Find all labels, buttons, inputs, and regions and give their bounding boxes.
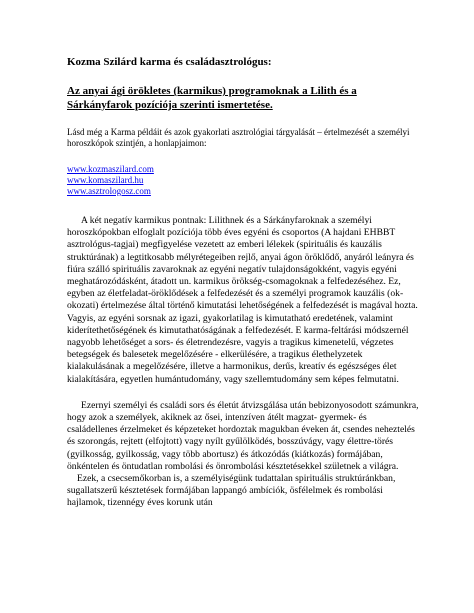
paragraph-3: Ezek, a csecsemőkorban is, a személyiségünk tudattalan spirituális struktúránkban, sugallatszerű késztetések formájában lappangó ambíciók, ösfélelmek és rombolási hajlamok, tizennégy éves korunk után [67,473,396,509]
paragraph-1: A két negatív karmikus pontnak: Lilithnek és a Sárkányfaroknak a személyi horoszkópokban elfoglalt pozíciója több éves egyéni és csoportos (A hajdani EHBBT asztrológus-tagjai) megfigyelése vezetett az emberi lélekek (spirituális és kauzális struktúrának) a legtitkosabb mélyrétegeiben rejlő, anyai ágon öröklődő, anyáról leányra és fiúra szálló spirituális zavaroknak az egyéni negatív tulajdonságokként, vagyis egyéni meghatározódásként, átadott un. karmikus örökség-csomagoknak a felfedezéséhez. Ez, egyben az életfeladat-öröklődések a felfedezését és a személyi programok kauzális (ok-okozati) értelmezése által történő kimutatási lehetőségének a felfedezését is magával hozta. Vagyis, az egyéni sorsnak az igazi, gyakorlatilag is kimutatható eredetének, valamint kiderítethetőségének és kimutathatóságának a felfedezését. E karma-feltárási módszernél nagyobb lehetőséget a sors- és életrendezésre, vagyis a tragikus kimenetelű, végzetes betegségek és balesetek megelőzésére - elkerülésére, a tragikus élethelyzetek kialakulásának a megelőzésére, illetve a harmonikus, derűs, kreatív és egészséges élet kialakítására, egyetlen humántudomány, vagy szellemtudomány sem képes felmutatni. [67,215,418,385]
paragraph-2: Ezernyi személyi és családi sors és életút átvizsgálása után bebizonyosodott számunkra, hogy azok a személyek, akiknek az ősei, intenzíven átélt magzat- gyermek- és családellenes érzelmeket és képzeteket hordoztak magukban éveken át, csendes neheztelés és szorongás, rejtett (elfojtott) vagy nyílt gyűlölködés, bosszúvágy, vagy élettre-törés (gyilkosság, gyilkosság, vagy több abortusz) és átkozódás (kiátkozás) formájában, önkéntelen és öntudatlan rombolási és önrombolási késztetésekkel születnek a világra. [67,399,419,472]
link-list [67,164,419,197]
document-page [67,55,419,510]
link-asztrologosz[interactable]: www.asztrologosz.com [67,186,151,196]
document-subtitle: Az anyai ági örökletes (karmikus) programoknak a Lilith és a Sárkányfarok pozíciója szerinti ismertetése. [67,85,357,111]
intro-text: Lásd még a Karma példáit és azok gyakorlati asztrológiai tárgyalását – értelmezését a személyi horoszkópok szintjén, a honlapjaimon: [67,127,410,148]
link-komaszilard[interactable]: www.komaszilard.hu [67,175,144,185]
link-kozmaszilard[interactable]: www.kozmaszilard.com [67,164,154,174]
document-title: Kozma Szilárd karma és családasztrológus: [67,56,272,68]
